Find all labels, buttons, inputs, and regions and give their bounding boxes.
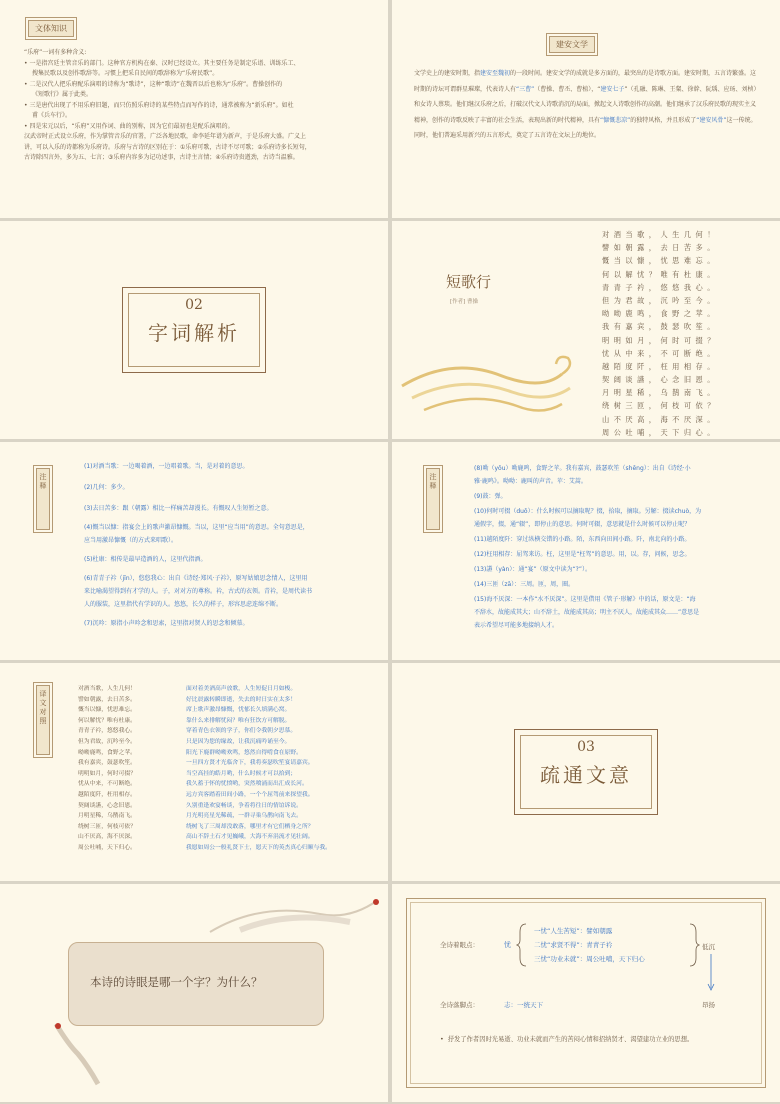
translation-row <box>78 695 378 706</box>
worry-item: 三忧“功业未就”：周公吐哺，天下归心 <box>534 955 645 963</box>
original-line: 呦呦鹿鸣，食野之苹。 <box>78 749 136 756</box>
original-line: 对酒当歌，人生几何！ <box>78 686 136 692</box>
translated-line: 穿着青色衣领的学子，你们令我朝夕思慕。 <box>186 728 297 735</box>
focus-label: 全诗着眼点： <box>440 941 479 949</box>
original-line: 青青子衿，悠悠我心。 <box>78 728 136 735</box>
jianan-paragraph <box>414 66 758 144</box>
slide-poem <box>392 221 780 439</box>
original-line: 慨当以慷，忧思难忘。 <box>78 707 136 714</box>
original-line: 我有嘉宾，鼓瑟吹笙。 <box>78 760 136 767</box>
note-line: (14)三匝（zā）：三周。匝，周，圈。 <box>474 581 575 588</box>
conclusion <box>440 1034 730 1046</box>
poem-line: 忧从中来，不可断绝。 <box>602 348 719 358</box>
low-mood: 低沉 <box>702 943 715 951</box>
bullet-dot: • <box>440 1036 448 1043</box>
highlight: “三曹” <box>516 85 535 93</box>
note-line: (4)慨当以慷：指宴会上的歌声激昂慷慨。当以，这里“应当用”的意思。全句意思是， <box>84 524 309 531</box>
translated-line: 远方宾客踏着田间小路，一个个屈驾前来探望我。 <box>186 791 314 798</box>
translation-row <box>78 737 378 748</box>
note-line: (8)呦（yōu）呦鹿鸣，食野之苹。我有嘉宾，鼓瑟吹笙（shēng）：出自《诗经·小 <box>474 465 691 472</box>
translation-row <box>78 801 378 812</box>
original-line: 明明如月，何时可掇？ <box>78 770 136 777</box>
original-line: 越陌度阡，枉用相存。 <box>78 791 136 798</box>
translated-line: 我愿如周公一般礼贤下士，愿天下的英杰真心归顺与我。 <box>186 844 331 851</box>
author-name: 曹操 <box>467 299 479 305</box>
poem-line: 对酒当歌，人生几何！ <box>602 230 719 239</box>
translated-line: 我久蓄于怀的忧愤哟，突然喷涌而出汇成长河。 <box>186 781 308 788</box>
translated-line: 阳光下鹿群呦呦欢鸣，悠然自得啃食在原野。 <box>186 749 302 756</box>
note-line: (15)海不厌深：一本作“水不厌深”。这里是借用《管子·形解》中的话，原文是：“海 <box>474 596 696 603</box>
poem-line: 譬如朝露，去日苦多。 <box>602 243 719 253</box>
poem-line: 我有嘉宾，鼓瑟吹笙。 <box>602 322 719 332</box>
brace-right-icon <box>688 922 700 968</box>
poem-body <box>602 230 719 439</box>
original-line: 忧从中来，不可断绝。 <box>78 781 136 788</box>
section-title: 疏通文意 <box>540 763 632 787</box>
worry-item: 一忧“人生苦短”：譬如朝露 <box>534 927 613 935</box>
note-line: (13)讌（yàn）：通“宴”（原文中读为“?”）。 <box>474 566 591 573</box>
text-line: 汉武帝时正式设立乐府，作为掌管音乐的官署，广泛各地民歌，命李延年谱为新声，于是乐府大盛。广义上 <box>24 133 307 140</box>
note-line: (3)去日苦多：跟（朝露）相比一样痛苦却漫长。有慨叹人生短暂之意。 <box>84 505 273 512</box>
section-number: 02 <box>185 297 203 313</box>
section-tag: 建安文学 <box>549 36 595 53</box>
text-line: • 三是唐代出现了不用乐府旧题，而只仿照乐府诗的某些特点而写作的诗，通常被称为“新乐府”。如杜 <box>24 101 294 109</box>
translated-line: 好比晨露转瞬即逝，失去的时日实在太多！ <box>186 696 297 703</box>
note-line: 不辞水，故能成其大；山不辞土，故能成其高；明主不厌人，故能成其众……”意思是 <box>474 609 700 616</box>
slide-notes-1 <box>0 442 388 660</box>
note-line: 表示希望尽可能多地接纳人才。 <box>474 622 559 629</box>
section-title: 字词解析 <box>148 321 240 345</box>
slide-jianan-literature <box>392 0 780 218</box>
translation-row <box>78 811 378 822</box>
translated-line: 只是因为您的缘故，让我沉痛吟诵至今。 <box>186 738 291 745</box>
note-line: 来比喻渴望得到有才学的人。子，对对方的尊称。衿，古式的衣领。青衿，是周代读书 <box>84 588 313 595</box>
note-line: (11)越陌度阡：穿过纵横交错的小路。陌，东西向田间小路。阡，南北向的小路。 <box>474 536 691 543</box>
poem-line: 但为君故，沉吟至今。 <box>602 295 719 305</box>
worry-item: 二忧“求贤不得”：青青子衿 <box>534 941 613 949</box>
translated-line: 席上歌声激昂慷慨，忧郁长久填满心窝。 <box>186 707 291 714</box>
poem-line: 越陌度阡，枉用相存。 <box>602 361 719 371</box>
highlight: 建安至魏初 <box>480 70 511 77</box>
text-line: 搜集民歌以及创作歌辞等。习惯上把采自民间的歌辞称为“乐府民歌”。 <box>32 70 219 77</box>
translation-row <box>78 758 378 769</box>
poem-line: 青青子衿，悠悠我心。 <box>602 282 719 292</box>
text-line: “乐府”一词有多种含义: <box>24 49 87 56</box>
slide-genre-knowledge <box>0 0 388 218</box>
translated-line: 一旦四方贤才光临舍下，我将奏瑟吹笙宴请嘉宾。 <box>186 760 314 767</box>
original-line: 山不厌高，海不厌深。 <box>78 834 136 841</box>
landing-label: 全诗落脚点： <box>440 1001 479 1009</box>
notes-list <box>474 462 770 632</box>
poem-line: 明明如月，何时可掇？ <box>602 335 719 345</box>
slide-section-03 <box>392 663 780 881</box>
original-line: 譬如朝露，去日苦多。 <box>78 696 136 703</box>
slide-notes-2 <box>392 442 780 660</box>
note-line: 雅·鹿鸣》。呦呦：鹿叫的声音。苹：艾蒿。 <box>474 478 587 485</box>
note-line: 应当用激昂慷慨（的方式来唱歌）。 <box>84 537 178 544</box>
brace-icon <box>516 922 528 968</box>
note-line: (1)对酒当歌：一边喝着酒，一边唱着歌。当，是对着的意思。 <box>84 463 249 470</box>
original-line: 绕树三匝，何枝可依？ <box>78 823 136 830</box>
conclusion-text: 抒发了作者因时光易逝、功业未就而产生的苦闷心情和招纳贤才、渴望建功立业的思想。 <box>447 1036 694 1043</box>
note-line: 人的服装，这里指代有学识的人。悠悠，长久的样子，形容思虑连绵不断。 <box>84 601 283 608</box>
genre-text <box>24 48 372 164</box>
translated-line: 久别重逢欢宴畅谈，争着将往日的情谊诉说。 <box>186 802 302 809</box>
note-line: (6)青青子衿（jīn），悠悠我心：出自《诗经·郑风·子衿》，原写姑娘思念情人，这里用 <box>84 575 308 582</box>
question-text: 本诗的诗眼是哪一个字？为什么？ <box>90 975 263 989</box>
highlight: “慷慨悲凉” <box>600 116 631 124</box>
notes-tag: 注释 <box>426 468 440 530</box>
translation-tag: 译文对照 <box>36 685 50 755</box>
author-label: [作者] <box>450 299 466 305</box>
original-line: 月明星稀，乌鹊南飞。 <box>78 813 136 820</box>
notes-tag: 注释 <box>36 468 50 530</box>
original-line: 但为君故，沉吟至今。 <box>78 738 136 745</box>
worry-list <box>534 924 645 966</box>
translation-row <box>78 779 378 790</box>
original-line: 周公吐哺，天下归心。 <box>78 844 136 851</box>
note-line: (2)几何：多少。 <box>84 484 129 491</box>
translated-line: 当空高挂的皓月哟，什么时候才可以拾到； <box>186 770 297 777</box>
poem-title: 短歌行 <box>446 273 492 291</box>
note-line: (5)杜康：相传是最早造酒的人，这里代指酒。 <box>84 556 207 563</box>
crane-small-icon <box>48 1014 108 1094</box>
poem-line: 月明星稀，乌鹊南飞。 <box>602 388 719 398</box>
text-line: • 四是宋元以后，“乐府”又用作词、曲的别称，因为它们最初也是配乐演唱的。 <box>24 122 234 130</box>
translation-row <box>78 822 378 833</box>
worry-char: 忧 <box>504 941 511 949</box>
text-line: 讲，可以入乐的诗都称为乐府诗。乐府与古诗的区别在于：①乐府可歌，古诗不尽可歌；②乐府诗多长短句， <box>24 143 311 151</box>
section-number: 03 <box>577 739 595 755</box>
note-line: (7)沉吟：原指小声吟念和思索，这里指对贤人的思念和倾慕。 <box>84 620 249 627</box>
text-line: • 二是汉代人把乐府配乐演唱的诗称为“歌诗”，这种“歌诗”在魏晋以后也称为“乐府”。曹操创作的 <box>24 80 283 88</box>
translated-line: 靠什么来排解忧闷？唯有狂饮方可解脱。 <box>186 717 291 724</box>
original-line: 契阔谈讌，心念旧恩。 <box>78 802 136 809</box>
poem-line: 周公吐哺，天下归心。 <box>602 427 719 437</box>
poem-line: 呦呦鹿鸣，食野之苹。 <box>602 309 719 319</box>
cloud-decoration-icon <box>392 346 582 426</box>
original-line: 何以解忧？唯有杜康。 <box>78 717 136 724</box>
note-line: (9)鼓：弹。 <box>474 493 507 500</box>
note-line: (10)何时可掇（duō）：什么时候可以摘取呢？掇，拾取，摘取。另解：掇读chuò，为 <box>474 508 702 515</box>
translation-row <box>78 716 378 727</box>
text-line: • 一是指宫廷主管音乐的部门。这种官方机构在秦、汉时已经设立。其主要任务是制定乐谱、训练乐工、 <box>24 59 300 67</box>
text-run: 文学史上的建安时期，指 <box>414 70 481 77</box>
text-run: 的独特风格，并且形成了 <box>630 116 697 124</box>
text-line: 古诗除四言外，多为五、七言；③乐府内容多为记功述事，古诗主言情；④乐府诗贵遒劲，古诗当温雅。 <box>24 154 299 161</box>
translation-row <box>78 769 378 780</box>
translation-table <box>78 684 378 854</box>
highlight: 建安七子 <box>600 85 625 93</box>
translated-line: 高山不辞土石才见巍峨，大海不弃涓流才见壮阔。 <box>186 834 314 841</box>
translation-row <box>78 790 378 801</box>
translated-line: 月光明亮星光稀疏，一群寻巢乌鹊向南飞去。 <box>186 813 302 820</box>
slide-translation <box>0 663 388 881</box>
translation-row <box>78 843 378 854</box>
translated-line: 绕树飞了三周却没敢落，哪里才有它们栖身之所？ <box>186 823 314 830</box>
translation-row <box>78 705 378 716</box>
poem-line: 山不厌高，海不厌深。 <box>602 414 719 424</box>
translation-row <box>78 684 378 695</box>
section-tag: 文体知识 <box>28 20 74 37</box>
translation-row <box>78 832 378 843</box>
poem-line: 契阔谈讌，心念旧恩。 <box>602 375 719 385</box>
text-run: （曹操、曹丕、曹植），“ <box>534 85 601 93</box>
translated-line: 面对着美酒高声放歌，人生短促日月如梭。 <box>186 686 297 692</box>
poem-author <box>450 297 478 305</box>
text-line: 《短歌行》属于此类。 <box>32 91 93 98</box>
highlight: “建安风骨” <box>696 116 727 124</box>
text-run: 这一传统。同时，他们普遍采用新兴的五言形式，奠定了五言诗在文坛上的地位。 <box>414 116 757 139</box>
high-mood: 昂扬 <box>702 1001 715 1009</box>
text-run: 的一段时间。建安文学的成就是多方面的，最突出的是诗歌方面。建安时期，五言诗繁盛。这时期的诗坛可谓群星璀璨，代表诗人有 <box>414 70 757 93</box>
ambition-text: 志：一统天下 <box>504 1001 543 1009</box>
text-line: 甫《兵车行》。 <box>32 112 72 119</box>
poem-line: 慨当以慷，忧思难忘。 <box>602 256 719 266</box>
poem-line: 绕树三匝，何枝可依？ <box>602 401 719 411</box>
notes-list <box>84 460 380 630</box>
arrow-down-icon <box>706 954 716 994</box>
slide-question <box>0 884 388 1102</box>
slide-section-02 <box>0 221 388 439</box>
translation-row <box>78 726 378 737</box>
text-run: ”（孔融、陈琳、王粲、徐幹、阮瑀、应玚、刘桢）和女诗人蔡琰。他们继汉乐府之后，打破汉代文人诗歌消沉的局面，掀起文人诗歌创作的高潮。他们继承了汉乐府民歌的现实主义精神，创作的诗歌反映了丰富的社会生活，表现出新的时代精神，具有 <box>414 85 757 124</box>
translation-row <box>78 748 378 759</box>
note-line: 通假字，掇，通“辍”，即停止的意思。何时可辍，意思就是什么时候可以停止呢？ <box>474 521 691 528</box>
poem-line: 何以解忧？唯有杜康。 <box>602 269 719 279</box>
note-line: (12)枉用相存：屈驾来访。枉，这里是“枉驾”的意思。用，以。存，问候，思念。 <box>474 551 691 558</box>
slide-summary <box>392 884 780 1102</box>
